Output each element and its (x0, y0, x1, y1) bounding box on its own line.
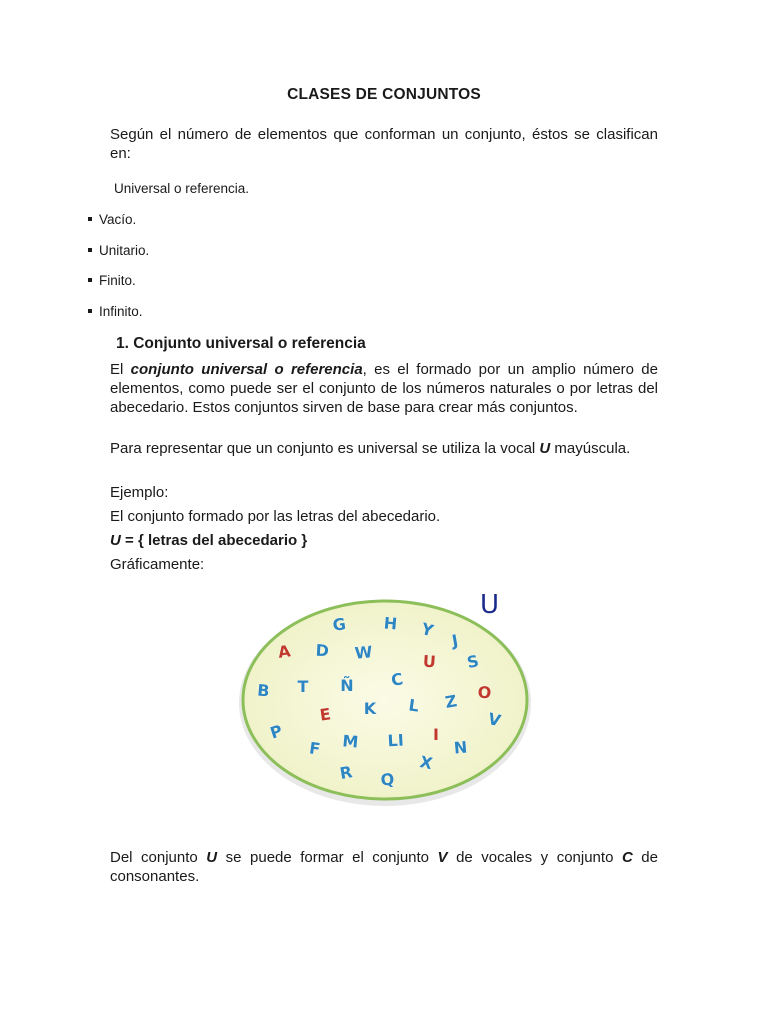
bullet-item: Finito. (88, 273, 136, 288)
set-element-letter: S (465, 651, 481, 673)
set-element-letter: A (276, 641, 292, 662)
set-element-letter: E (318, 704, 332, 725)
formula: U = { letras del abecedario } (110, 532, 308, 549)
bullet-item: Unitario. (88, 243, 149, 258)
set-label-u: U (480, 590, 500, 620)
bullet-item: Infinito. (88, 304, 143, 319)
example-label: Ejemplo: (110, 484, 169, 501)
set-element-letter: Q (379, 769, 396, 790)
final-paragraph: Del conjunto U se puede formar el conjunto V de vocales y conjunto C de consonantes. (110, 849, 658, 885)
set-element-letter: R (338, 762, 354, 784)
set-element-letter: M (341, 731, 360, 752)
section-paragraph-1: El conjunto universal o referencia, es el formado por un amplio número de elementos, como puede ser el conjunto de los números naturales o por letras del abecedario. Estos conjuntos sirven de base para crear más conjuntos. (110, 361, 658, 416)
graph-label: Gráficamente: (110, 556, 205, 573)
set-element-letter: LI (387, 730, 405, 751)
set-element-letter: G (331, 614, 348, 635)
set-element-letter: K (363, 699, 377, 718)
set-element-letter: H (382, 613, 398, 634)
set-element-letter: Y (419, 619, 436, 641)
section-heading: 1. Conjunto universal o referencia (116, 335, 366, 352)
set-element-letter: C (389, 669, 405, 690)
set-element-letter: J (450, 630, 460, 651)
page-title: CLASES DE CONJUNTOS (287, 86, 481, 103)
bullet-item: Vacío. (88, 212, 136, 227)
section-paragraph-2: Para representar que un conjunto es universal se utiliza la vocal U mayúscula. (110, 440, 631, 457)
class-universal: Universal o referencia. (114, 181, 250, 196)
set-element-letter: W (353, 642, 374, 663)
bullet-icon (88, 248, 92, 252)
set-element-letter: P (267, 720, 285, 743)
set-element-letter: V (486, 708, 503, 731)
set-element-letter: N (453, 737, 469, 758)
set-element-letter: U (422, 651, 437, 672)
set-element-letter: F (308, 738, 322, 759)
venn-diagram (230, 585, 550, 820)
set-element-letter: O (476, 682, 493, 703)
bullet-icon (88, 309, 92, 313)
example-text: El conjunto formado por las letras del abecedario. (110, 508, 441, 525)
set-element-letter: L (407, 695, 421, 716)
set-element-letter: D (315, 640, 330, 661)
set-element-letter: T (297, 677, 309, 696)
bullet-icon (88, 217, 92, 221)
set-element-letter: B (256, 680, 271, 701)
bullet-icon (88, 278, 92, 282)
set-element-letter: Ñ (340, 676, 354, 695)
set-element-letter: Z (443, 691, 459, 712)
set-element-letter: I (433, 725, 439, 744)
intro-paragraph: Según el número de elementos que conforman un conjunto, éstos se clasifican en: (110, 126, 658, 162)
set-element-letter: X (418, 752, 435, 774)
